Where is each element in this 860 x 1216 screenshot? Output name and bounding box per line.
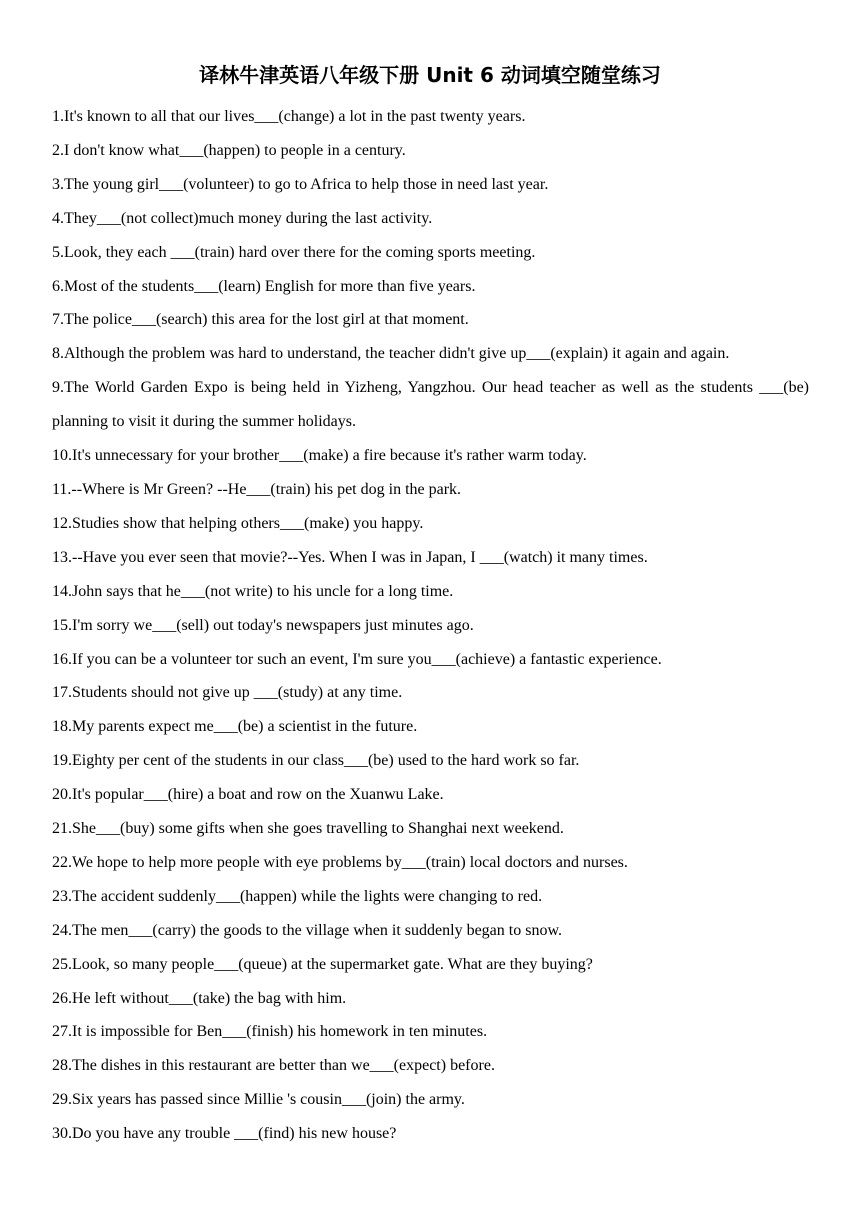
question-item: 23.The accident suddenly___(happen) while the lights were changing to red. [52, 887, 543, 905]
question-item: 11.--Where is Mr Green? --He___(train) his pet dog in the park. [52, 480, 462, 498]
question-list [52, 100, 809, 1151]
question-item: 4.They___(not collect)much money during the last activity. [52, 209, 433, 227]
question-item: 26.He left without___(take) the bag with him. [52, 989, 347, 1007]
question-item: 1.It's known to all that our lives___(change) a lot in the past twenty years. [52, 108, 526, 125]
question-item: 7.The police___(search) this area for the lost girl at that moment. [52, 311, 469, 329]
question-item: 3.The young girl___(volunteer) to go to Africa to help those in need last year. [52, 175, 549, 193]
question-item: 15.I'm sorry we___(sell) out today's newspapers just minutes ago. [52, 616, 474, 634]
question-item: 18.My parents expect me___(be) a scientist in the future. [52, 718, 418, 736]
question-item: 20.It's popular___(hire) a boat and row on the Xuanwu Lake. [52, 786, 444, 804]
question-item: 5.Look, they each ___(train) hard over there for the coming sports meeting. [52, 243, 536, 261]
question-item: 8.Although the problem was hard to understand, the teacher didn't give up___(explain) it again and again. [52, 345, 730, 363]
question-item: 19.Eighty per cent of the students in our class___(be) used to the hard work so far. [52, 752, 580, 770]
question-item: 10.It's unnecessary for your brother___(make) a fire because it's rather warm today. [52, 447, 587, 465]
question-item: 13.--Have you ever seen that movie?--Yes. When I was in Japan, I ___(watch) it many times. [52, 548, 648, 566]
question-item: 9.The World Garden Expo is being held in Yizheng, Yangzhou. Our head teacher as well as the students ___(be) planning to visit it during the summer holidays. [52, 379, 809, 431]
question-item: 2.I don't know what___(happen) to people in a century. [52, 141, 406, 159]
question-item: 30.Do you have any trouble ___(find) his new house? [52, 1125, 397, 1143]
question-item: 21.She___(buy) some gifts when she goes travelling to Shanghai next weekend. [52, 820, 564, 838]
page-title: 译林牛津英语八年级下册 Unit 6 动词填空随堂练习 [199, 63, 661, 87]
question-item: 12.Studies show that helping others___(make) you happy. [52, 514, 424, 532]
question-item: 17.Students should not give up ___(study) at any time. [52, 684, 403, 702]
question-item: 29.Six years has passed since Millie 's cousin___(join) the army. [52, 1091, 465, 1109]
question-item: 28.The dishes in this restaurant are better than we___(expect) before. [52, 1057, 495, 1075]
question-item: 14.John says that he___(not write) to his uncle for a long time. [52, 582, 454, 600]
question-item: 16.If you can be a volunteer tor such an event, I'm sure you___(achieve) a fantastic experience. [52, 650, 662, 668]
question-item: 25.Look, so many people___(queue) at the supermarket gate. What are they buying? [52, 955, 593, 973]
question-item: 22.We hope to help more people with eye problems by___(train) local doctors and nurses. [52, 853, 628, 871]
question-item: 24.The men___(carry) the goods to the village when it suddenly began to snow. [52, 921, 562, 939]
question-item: 6.Most of the students___(learn) English for more than five years. [52, 277, 476, 295]
question-item: 27.It is impossible for Ben___(finish) his homework in ten minutes. [52, 1023, 488, 1041]
